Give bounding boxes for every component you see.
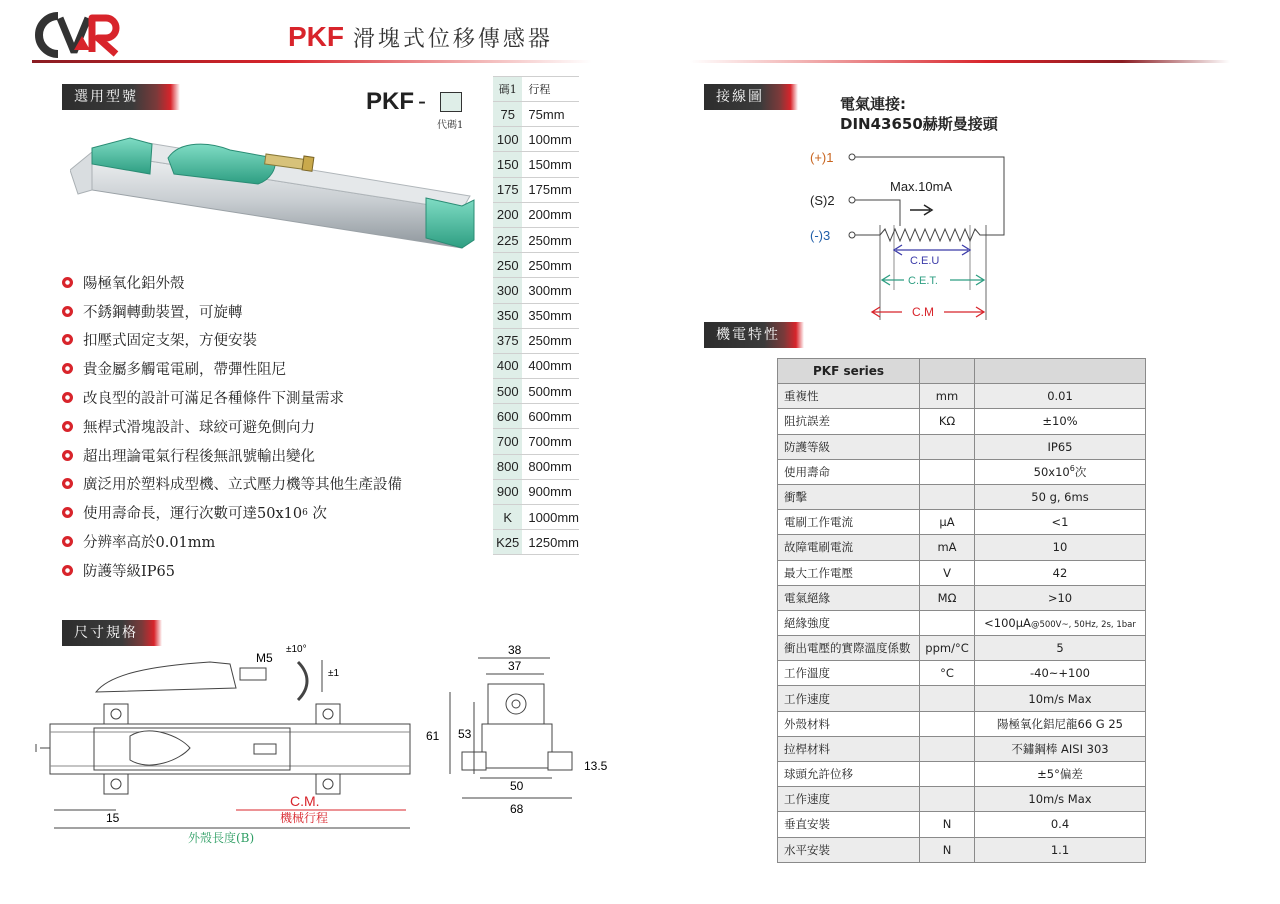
stroke-row: [493, 152, 579, 177]
spec-value: 陽極氧化鋁尼龍66 G 25: [997, 716, 1123, 731]
feature-item: [62, 556, 402, 585]
stroke-row: [493, 379, 579, 404]
spec-value: 50 g, 6ms: [1031, 490, 1089, 505]
stroke-row: [493, 505, 579, 530]
stroke-header-stroke: 行程: [522, 77, 579, 102]
stroke-code: 250: [493, 253, 522, 278]
cet-label: C.E.T.: [908, 275, 938, 287]
stroke-code: 150: [493, 152, 522, 177]
stroke-length: 400mm: [522, 353, 579, 378]
spec-value-cell: [975, 610, 1146, 635]
spec-value: <100μA: [984, 615, 1031, 630]
label-angle: ±10°: [286, 644, 307, 655]
bullet-icon: [62, 450, 73, 461]
stroke-length: 1250mm: [522, 530, 579, 555]
stroke-row: [493, 227, 579, 252]
stroke-length: 250mm: [522, 328, 579, 353]
stroke-code: 400: [493, 353, 522, 378]
stroke-row: [493, 177, 579, 202]
label-h53: 53: [458, 727, 472, 741]
stroke-row: [493, 253, 579, 278]
spec-name: 拉桿材料: [778, 736, 920, 761]
header-rule-right: [690, 60, 1230, 63]
spec-unit: N: [920, 837, 975, 862]
bullet-icon: [62, 306, 73, 317]
spec-table-header: [778, 359, 1146, 384]
feature-item: [62, 470, 402, 499]
spec-name: 球頭允許位移: [778, 762, 920, 787]
stroke-length: 500mm: [522, 379, 579, 404]
bullet-icon: [62, 507, 73, 518]
stroke-code: 350: [493, 303, 522, 328]
spec-row: [778, 409, 1146, 434]
stroke-header-code: 碼1: [493, 77, 522, 102]
spec-unit: [920, 787, 975, 812]
company-logo: [34, 10, 126, 60]
stroke-length: 350mm: [522, 303, 579, 328]
spec-row: [778, 535, 1146, 560]
spec-unit: [920, 459, 975, 484]
spec-value: 不鏽鋼棒 AISI 303: [1011, 741, 1109, 756]
label-housing: 外殼長度(B): [188, 831, 255, 845]
spec-unit: mA: [920, 535, 975, 560]
spec-name: 工作速度: [778, 686, 920, 711]
spec-value-cell: [975, 812, 1146, 837]
feature-item: [62, 268, 402, 297]
stroke-length: 75mm: [522, 102, 579, 127]
spec-row: [778, 711, 1146, 736]
spec-row: [778, 636, 1146, 661]
spec-header-unit: [920, 359, 975, 384]
feature-exponent: 6: [302, 507, 308, 518]
label-d15: 15: [106, 811, 120, 825]
spec-name: 電刷工作電流: [778, 510, 920, 535]
bullet-icon: [62, 334, 73, 345]
label-h13-5: 13.5: [584, 759, 608, 773]
feature-text: 貴金屬多觸電電刷，帶彈性阻尼: [83, 362, 286, 379]
spec-row: [778, 610, 1146, 635]
spec-row: [778, 837, 1146, 862]
ceu-label: C.E.U: [910, 255, 940, 267]
label-w37: 37: [508, 659, 522, 673]
label-m5: M5: [256, 651, 273, 665]
stroke-length: 1000mm: [522, 505, 579, 530]
feature-text: 分辨率高於0.01mm: [83, 535, 216, 552]
spec-value-cell: [975, 736, 1146, 761]
stroke-row: [493, 102, 579, 127]
stroke-length: 250mm: [522, 227, 579, 252]
spec-unit: [920, 711, 975, 736]
spec-row: [778, 661, 1146, 686]
title-model: PKF: [288, 21, 344, 52]
spec-value: ±10%: [1042, 414, 1078, 429]
stroke-row: [493, 127, 579, 152]
spec-row: [778, 762, 1146, 787]
title-text: 滑塊式位移傳感器: [352, 27, 553, 52]
bullet-icon: [62, 565, 73, 576]
label-w50: 50: [510, 779, 524, 793]
feature-text: 無桿式滑塊設計、球絞可避免側向力: [83, 419, 315, 436]
stroke-code: 900: [493, 479, 522, 504]
spec-unit: [920, 762, 975, 787]
spec-row: [778, 384, 1146, 409]
spec-name: 最大工作電壓: [778, 560, 920, 585]
stroke-code: 75: [493, 102, 522, 127]
spec-value: 1.1: [1050, 842, 1070, 857]
feature-text: 廣泛用於塑料成型機、立式壓力機等其他生產設備: [83, 477, 402, 494]
stroke-row: [493, 404, 579, 429]
spec-name: 衝擊: [778, 484, 920, 509]
spec-unit: V: [920, 560, 975, 585]
label-h61: 61: [426, 729, 440, 743]
stroke-code: 500: [493, 379, 522, 404]
spec-row: [778, 736, 1146, 761]
feature-item: [62, 297, 402, 326]
spec-row: [778, 812, 1146, 837]
feature-text: 改良型的設計可滿足各種條件下測量需求: [83, 391, 344, 408]
spec-row: [778, 510, 1146, 535]
spec-unit: ppm/°C: [920, 636, 975, 661]
spec-unit: °C: [920, 661, 975, 686]
feature-list: [62, 268, 402, 585]
feature-item: [62, 412, 402, 441]
spec-value: <1: [1051, 515, 1069, 530]
spec-name: 外殼材料: [778, 711, 920, 736]
spec-value: 10m/s Max: [1028, 792, 1092, 807]
feature-item: [62, 354, 402, 383]
spec-value-cell: [975, 560, 1146, 585]
code-box: [440, 92, 462, 112]
label-cm-zh: 機械行程: [280, 811, 329, 825]
stroke-row: [493, 454, 579, 479]
header-rule-left: [32, 60, 592, 63]
feature-text: 陽極氧化鋁外殼: [83, 275, 185, 292]
feature-item: [62, 527, 402, 556]
spec-value: 50x10: [1033, 464, 1070, 479]
spec-value: ±5°偏差: [1037, 767, 1083, 782]
spec-unit: [920, 610, 975, 635]
spec-name: 絕緣強度: [778, 610, 920, 635]
dimension-drawing: [30, 640, 630, 850]
spec-value-cell: [975, 686, 1146, 711]
label-w68: 68: [510, 802, 524, 816]
spec-value-cell: [975, 484, 1146, 509]
stroke-table: [493, 76, 579, 555]
section-heading-selection: 選用型號: [62, 84, 180, 110]
spec-value: >10: [1047, 590, 1073, 605]
spec-value: 0.01: [1047, 389, 1073, 404]
label-cm: C.M.: [290, 793, 320, 809]
stroke-code: 175: [493, 177, 522, 202]
stroke-length: 800mm: [522, 454, 579, 479]
stroke-length: 600mm: [522, 404, 579, 429]
spec-unit: μA: [920, 510, 975, 535]
stroke-length: 900mm: [522, 479, 579, 504]
feature-text: 使用壽命長，運行次數可達50x10: [83, 506, 303, 523]
spec-value-cell: [975, 787, 1146, 812]
max-current-label: Max.10mA: [890, 179, 953, 194]
spec-value-cell: [975, 459, 1146, 484]
stroke-code: 225: [493, 227, 522, 252]
stroke-code: 700: [493, 429, 522, 454]
spec-row: [778, 459, 1146, 484]
spec-value-condition: @500V~, 50Hz, 2s, 1bar: [1030, 619, 1136, 630]
spec-value: 10: [1052, 540, 1068, 555]
spec-name: 阻抗誤差: [778, 409, 920, 434]
spec-value: 0.4: [1050, 817, 1070, 832]
spec-unit: [920, 484, 975, 509]
spec-name: 重複性: [778, 384, 920, 409]
spec-row: [778, 484, 1146, 509]
model-name: PKF: [366, 88, 414, 115]
bullet-icon: [62, 392, 73, 403]
wiring-title-line2: DIN43650赫斯曼接頭: [840, 115, 998, 133]
spec-value-suffix: 次: [1074, 464, 1087, 479]
spec-row: [778, 560, 1146, 585]
spec-name: 水平安裝: [778, 837, 920, 862]
wiring-diagram: [800, 90, 1040, 330]
stroke-code: 600: [493, 404, 522, 429]
stroke-row: [493, 278, 579, 303]
feature-item: [62, 383, 402, 412]
spec-name: 防護等級: [778, 434, 920, 459]
spec-value-cell: [975, 409, 1146, 434]
spec-unit: [920, 434, 975, 459]
spec-value: 42: [1052, 565, 1068, 580]
code-caption: 代碼1: [437, 120, 464, 131]
spec-value-cell: [975, 535, 1146, 560]
stroke-code: 200: [493, 202, 522, 227]
stroke-row: [493, 328, 579, 353]
spec-name: 工作速度: [778, 787, 920, 812]
bullet-icon: [62, 478, 73, 489]
spec-value: 10m/s Max: [1028, 691, 1092, 706]
spec-value: IP65: [1047, 439, 1073, 454]
cm-label: C.M: [912, 305, 934, 319]
stroke-code: 800: [493, 454, 522, 479]
spec-value-cell: [975, 510, 1146, 535]
spec-value-cell: [975, 585, 1146, 610]
stroke-length: 175mm: [522, 177, 579, 202]
feature-item: [62, 498, 402, 527]
spec-name: 垂直安裝: [778, 812, 920, 837]
page-title: [288, 20, 553, 53]
feature-text: 超出理論電氣行程後無訊號輸出變化: [83, 448, 315, 465]
feature-item: [62, 326, 402, 355]
model-code: [366, 88, 426, 116]
stroke-row: [493, 303, 579, 328]
stroke-row: [493, 530, 579, 555]
section-heading-wiring: 接線圖: [704, 84, 798, 110]
bullet-icon: [62, 536, 73, 547]
spec-unit: MΩ: [920, 585, 975, 610]
spec-unit: [920, 736, 975, 761]
spec-name: 衝出電壓的實際溫度係數: [778, 636, 920, 661]
spec-value-cell: [975, 762, 1146, 787]
spec-value: 5: [1056, 641, 1064, 656]
pin1-label: (+)1: [810, 150, 834, 165]
stroke-code: 375: [493, 328, 522, 353]
spec-unit: N: [920, 812, 975, 837]
spec-value-cell: [975, 661, 1146, 686]
label-w38: 38: [508, 643, 522, 657]
stroke-length: 300mm: [522, 278, 579, 303]
spec-name: 使用壽命: [778, 459, 920, 484]
pin3-label: (-)3: [810, 228, 831, 243]
stroke-code: K25: [493, 530, 522, 555]
spec-value-cell: [975, 384, 1146, 409]
spec-row: [778, 585, 1146, 610]
stroke-table-header: [493, 77, 579, 102]
spec-value-cell: [975, 711, 1146, 736]
feature-text-suffix: 次: [307, 506, 327, 523]
section-heading-specs: 機電特性: [704, 322, 804, 348]
spec-row: [778, 787, 1146, 812]
bullet-icon: [62, 277, 73, 288]
spec-row: [778, 686, 1146, 711]
spec-table: [777, 358, 1146, 863]
spec-value-cell: [975, 837, 1146, 862]
spec-unit: [920, 686, 975, 711]
stroke-length: 250mm: [522, 253, 579, 278]
bullet-icon: [62, 421, 73, 432]
stroke-length: 150mm: [522, 152, 579, 177]
stroke-code: 100: [493, 127, 522, 152]
spec-unit: KΩ: [920, 409, 975, 434]
label-plusminus1: ±1: [328, 668, 340, 679]
spec-unit: mm: [920, 384, 975, 409]
stroke-code: 300: [493, 278, 522, 303]
stroke-length: 700mm: [522, 429, 579, 454]
wiring-title-line1: 電氣連接:: [840, 95, 906, 113]
spec-value-cell: [975, 636, 1146, 661]
spec-row: [778, 434, 1146, 459]
section-heading-dimensions: 尺寸規格: [62, 620, 162, 646]
feature-text: 不銹鋼轉動裝置，可旋轉: [83, 304, 243, 321]
spec-header-value: [975, 359, 1146, 384]
stroke-code: K: [493, 505, 522, 530]
spec-name: 故障電刷電流: [778, 535, 920, 560]
spec-value-cell: [975, 434, 1146, 459]
feature-item: [62, 441, 402, 470]
stroke-row: [493, 479, 579, 504]
stroke-row: [493, 353, 579, 378]
spec-exponent: 6: [1069, 464, 1075, 474]
spec-name: 電氣絕緣: [778, 585, 920, 610]
stroke-length: 100mm: [522, 127, 579, 152]
feature-text: 扣壓式固定支架，方便安裝: [83, 333, 257, 350]
spec-series: PKF series: [778, 359, 920, 384]
spec-name: 工作溫度: [778, 661, 920, 686]
stroke-row: [493, 429, 579, 454]
spec-value: -40~+100: [1029, 666, 1090, 681]
model-dash: -: [418, 88, 426, 115]
pin2-label: (S)2: [810, 193, 835, 208]
bullet-icon: [62, 363, 73, 374]
stroke-row: [493, 202, 579, 227]
feature-text: 防護等級IP65: [83, 563, 175, 580]
stroke-length: 200mm: [522, 202, 579, 227]
